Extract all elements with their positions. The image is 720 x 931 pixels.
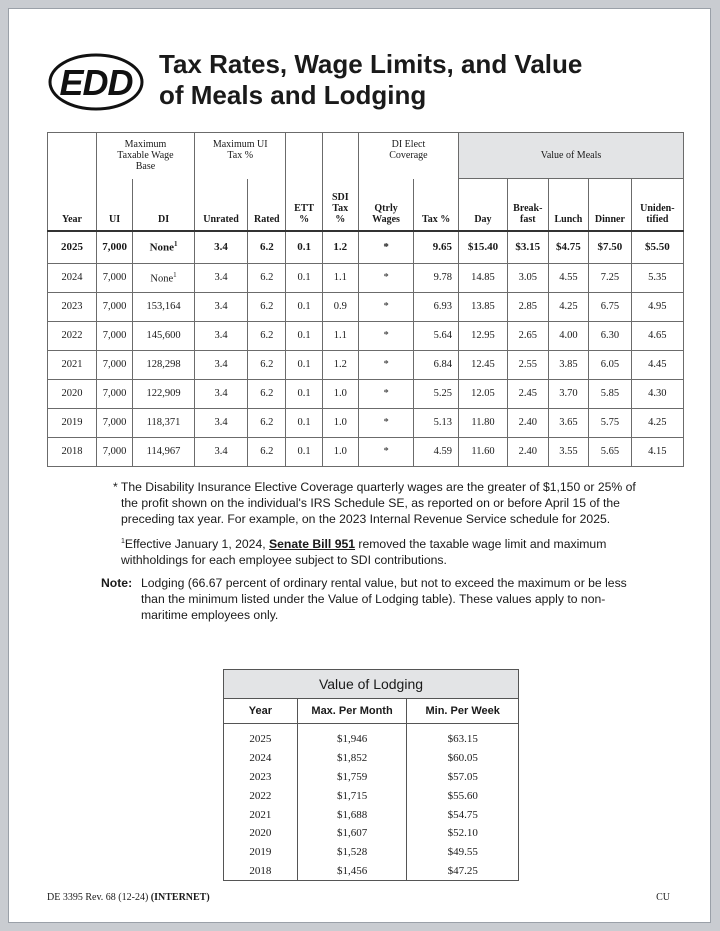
cell-di: 118,371 [133, 408, 195, 437]
cell-dinner: $7.50 [589, 231, 632, 264]
cell-tax: 9.65 [414, 231, 459, 264]
col-qtrly-wages: Qtrly Wages [358, 179, 413, 231]
cell-unidentified: 4.45 [631, 350, 683, 379]
cell-breakfast: 2.40 [507, 437, 548, 466]
cell-rated: 6.2 [248, 350, 286, 379]
note-text: Lodging (66.67 percent of ordinary rental value, but not to exceed the maximum or be less than the minimum listed under the Value of Lodging table). These values apply to non-maritime employees only. [141, 576, 627, 623]
lodging-row [224, 749, 519, 768]
cell-qtrly: * [358, 408, 413, 437]
cell-unrated: 3.4 [194, 350, 247, 379]
cell-rated: 6.2 [248, 408, 286, 437]
cell-sdi: 1.1 [322, 321, 358, 350]
cell-ui: 7,000 [96, 263, 132, 292]
edd-logo [47, 51, 145, 113]
cell-ett: 0.1 [286, 408, 322, 437]
cell-qtrly: * [358, 321, 413, 350]
lodging-year: 2025 [224, 724, 298, 749]
lodging-year: 2021 [224, 805, 298, 824]
lodging-max: $1,528 [297, 843, 407, 862]
cell-rated: 6.2 [248, 292, 286, 321]
cell-dinner: 6.30 [589, 321, 632, 350]
cell-di: 153,164 [133, 292, 195, 321]
cell-day: 11.80 [458, 408, 507, 437]
cell-ett: 0.1 [286, 437, 322, 466]
lodging-min: $54.75 [407, 805, 519, 824]
form-channel: (INTERNET) [150, 892, 210, 903]
footnote-mark: 1 [173, 270, 177, 279]
cell-breakfast: 2.55 [507, 350, 548, 379]
col-ui: UI [96, 179, 132, 231]
cell-unrated: 3.4 [194, 408, 247, 437]
title-line-1: Tax Rates, Wage Limits, and Value [159, 49, 583, 79]
cell-year: 2019 [48, 408, 97, 437]
cell-dinner: 5.65 [589, 437, 632, 466]
cell-rated: 6.2 [248, 263, 286, 292]
cell-unidentified: 4.30 [631, 379, 683, 408]
max-taxable-wage-base-header: Maximum Taxable Wage Base [96, 133, 194, 179]
cell-ui: 7,000 [96, 321, 132, 350]
lodging-min: $49.55 [407, 843, 519, 862]
cell-qtrly: * [358, 437, 413, 466]
cell-ett: 0.1 [286, 350, 322, 379]
senate-bill-link[interactable]: Senate Bill 951 [269, 537, 356, 552]
cell-lunch: 4.55 [548, 263, 588, 292]
lodging-max: $1,688 [297, 805, 407, 824]
lodging-year: 2019 [224, 843, 298, 862]
logo-text: EDD [59, 62, 133, 103]
cell-day: $15.40 [458, 231, 507, 264]
col-year: Year [48, 179, 97, 231]
cell-unrated: 3.4 [194, 379, 247, 408]
cell-sdi: 1.1 [322, 263, 358, 292]
lodging-min: $63.15 [407, 724, 519, 749]
cell-unrated: 3.4 [194, 292, 247, 321]
cell-unrated: 3.4 [194, 263, 247, 292]
col-unidentified: Uniden-tified [631, 179, 683, 231]
cell-unidentified: $5.50 [631, 231, 683, 264]
cell-day: 12.95 [458, 321, 507, 350]
cell-tax: 9.78 [414, 263, 459, 292]
cell-unidentified: 5.35 [631, 263, 683, 292]
cell-dinner: 7.25 [589, 263, 632, 292]
cell-day: 11.60 [458, 437, 507, 466]
cell-breakfast: 2.65 [507, 321, 548, 350]
cell-di-value: None [149, 241, 175, 254]
cell-tax: 5.13 [414, 408, 459, 437]
footnote-mark: 1 [121, 538, 125, 545]
value-of-meals-header: Value of Meals [458, 133, 683, 179]
lodging-year: 2022 [224, 786, 298, 805]
lodging-max: $1,759 [297, 768, 407, 787]
cell-di-value: None [150, 273, 174, 285]
cell-di: 122,909 [133, 379, 195, 408]
form-number: DE 3395 Rev. 68 (12-24) [47, 892, 149, 903]
cell-ett: 0.1 [286, 263, 322, 292]
cell-qtrly: * [358, 350, 413, 379]
note-label: Note: [101, 576, 133, 591]
col-di: DI [133, 179, 195, 231]
lodging-min: $55.60 [407, 786, 519, 805]
cell-dinner: 5.75 [589, 408, 632, 437]
cell-sdi: 1.0 [322, 437, 358, 466]
cell-day: 12.45 [458, 350, 507, 379]
cell-di: 128,298 [133, 350, 195, 379]
cell-lunch: 3.55 [548, 437, 588, 466]
cell-sdi: 1.0 [322, 408, 358, 437]
col-sdi: SDI Tax % [322, 179, 358, 231]
cell-tax: 6.93 [414, 292, 459, 321]
col-unrated: Unrated [194, 179, 247, 231]
cell-year: 2020 [48, 379, 97, 408]
max-ui-tax-header: Maximum UI Tax % [194, 133, 286, 179]
cell-qtrly: * [358, 263, 413, 292]
cell-qtrly: * [358, 292, 413, 321]
cell-ett: 0.1 [286, 379, 322, 408]
table-row [48, 231, 684, 264]
footnote-mark: 1 [174, 240, 178, 249]
cell-sdi: 0.9 [322, 292, 358, 321]
cell-breakfast: 3.05 [507, 263, 548, 292]
lodging-max: $1,715 [297, 786, 407, 805]
cell-dinner: 6.75 [589, 292, 632, 321]
lodging-row [224, 824, 519, 843]
lodging-col-year: Year [224, 699, 298, 724]
cell-ett: 0.1 [286, 292, 322, 321]
lodging-year: 2024 [224, 749, 298, 768]
col-rated: Rated [248, 179, 286, 231]
notes-section [101, 479, 649, 623]
col-dinner: Dinner [589, 179, 632, 231]
cell-year: 2022 [48, 321, 97, 350]
table-row [48, 379, 684, 408]
lodging-year: 2023 [224, 768, 298, 787]
cell-qtrly: * [358, 379, 413, 408]
cell-tax: 4.59 [414, 437, 459, 466]
cell-unidentified: 4.65 [631, 321, 683, 350]
col-breakfast: Break-fast [507, 179, 548, 231]
cell-rated: 6.2 [248, 379, 286, 408]
cell-di: 114,967 [133, 437, 195, 466]
table-row [48, 350, 684, 379]
cell-day: 13.85 [458, 292, 507, 321]
cell-ett: 0.1 [286, 231, 322, 264]
cell-ui: 7,000 [96, 379, 132, 408]
lodging-row [224, 724, 519, 749]
cell-sdi: 1.2 [322, 231, 358, 264]
cell-breakfast: 2.85 [507, 292, 548, 321]
table-row [48, 263, 684, 292]
cell-qtrly: * [358, 231, 413, 264]
cell-ui: 7,000 [96, 408, 132, 437]
cell-tax: 5.64 [414, 321, 459, 350]
table-row [48, 437, 684, 466]
cell-unrated: 3.4 [194, 231, 247, 264]
lodging-min: $52.10 [407, 824, 519, 843]
cell-rated: 6.2 [248, 437, 286, 466]
cell-lunch: 4.00 [548, 321, 588, 350]
cell-rated: 6.2 [248, 321, 286, 350]
lodging-note [101, 575, 649, 623]
cell-unidentified: 4.25 [631, 408, 683, 437]
cell-year: 2023 [48, 292, 97, 321]
col-day: Day [458, 179, 507, 231]
cell-unidentified: 4.95 [631, 292, 683, 321]
cell-year: 2021 [48, 350, 97, 379]
lodging-col-max-month: Max. Per Month [297, 699, 407, 724]
form-id [47, 892, 210, 903]
lodging-min: $57.05 [407, 768, 519, 787]
cell-day: 14.85 [458, 263, 507, 292]
lodging-title: Value of Lodging [224, 670, 519, 699]
cell-di: 145,600 [133, 321, 195, 350]
lodging-max: $1,852 [297, 749, 407, 768]
table-row [48, 408, 684, 437]
col-ett: ETT % [286, 179, 322, 231]
cell-lunch: 4.25 [548, 292, 588, 321]
cell-di [133, 231, 195, 264]
lodging-col-min-week: Min. Per Week [407, 699, 519, 724]
col-lunch: Lunch [548, 179, 588, 231]
footnote-text: removed the taxable wage limit and maximum withholdings for each employee subject to SDI contributions. [121, 537, 607, 568]
asterisk-note: * The Disability Insurance Elective Coverage quarterly wages are the greater of $1,150 or 25% of the profit shown on the individual's IRS Schedule SE, as reported on or before April 15 of the preceding tax year. For example, on the 2023 Internal Revenue Service schedule for 2025. [113, 480, 636, 526]
footnote [109, 534, 649, 568]
cell-ui: 7,000 [96, 350, 132, 379]
cell-unidentified: 4.15 [631, 437, 683, 466]
page-title [159, 49, 679, 111]
cell-rated: 6.2 [248, 231, 286, 264]
title-line-2: of Meals and Lodging [159, 80, 427, 110]
cell-tax: 6.84 [414, 350, 459, 379]
di-elect-coverage-header: DI Elect Coverage [358, 133, 458, 179]
lodging-max: $1,946 [297, 724, 407, 749]
cell-unrated: 3.4 [194, 437, 247, 466]
cell-sdi: 1.2 [322, 350, 358, 379]
lodging-min: $60.05 [407, 749, 519, 768]
cell-lunch: 3.70 [548, 379, 588, 408]
cell-ui: 7,000 [96, 292, 132, 321]
cell-ui: 7,000 [96, 231, 132, 264]
col-tax-pct: Tax % [414, 179, 459, 231]
lodging-row [224, 786, 519, 805]
cell-lunch: 3.65 [548, 408, 588, 437]
footnote-text: Effective January 1, 2024, [124, 537, 269, 552]
cell-tax: 5.25 [414, 379, 459, 408]
cell-year: 2018 [48, 437, 97, 466]
cell-dinner: 6.05 [589, 350, 632, 379]
lodging-min: $47.25 [407, 862, 519, 881]
cell-lunch: 3.85 [548, 350, 588, 379]
lodging-row [224, 843, 519, 862]
table-row [48, 321, 684, 350]
lodging-max: $1,607 [297, 824, 407, 843]
lodging-row [224, 805, 519, 824]
cell-ui: 7,000 [96, 437, 132, 466]
form-code: CU [656, 892, 670, 903]
lodging-year: 2020 [224, 824, 298, 843]
cell-year: 2024 [48, 263, 97, 292]
cell-ett: 0.1 [286, 321, 322, 350]
table-row [48, 292, 684, 321]
cell-breakfast: $3.15 [507, 231, 548, 264]
cell-dinner: 5.85 [589, 379, 632, 408]
cell-year: 2025 [48, 231, 97, 264]
lodging-max: $1,456 [297, 862, 407, 881]
value-of-lodging-table [223, 669, 519, 881]
lodging-row [224, 768, 519, 787]
document-page [8, 8, 711, 923]
cell-breakfast: 2.40 [507, 408, 548, 437]
cell-unrated: 3.4 [194, 321, 247, 350]
cell-di [133, 263, 195, 292]
cell-breakfast: 2.45 [507, 379, 548, 408]
cell-lunch: $4.75 [548, 231, 588, 264]
lodging-year: 2018 [224, 862, 298, 881]
tax-rates-table [47, 132, 684, 467]
cell-sdi: 1.0 [322, 379, 358, 408]
cell-day: 12.05 [458, 379, 507, 408]
lodging-row [224, 862, 519, 881]
